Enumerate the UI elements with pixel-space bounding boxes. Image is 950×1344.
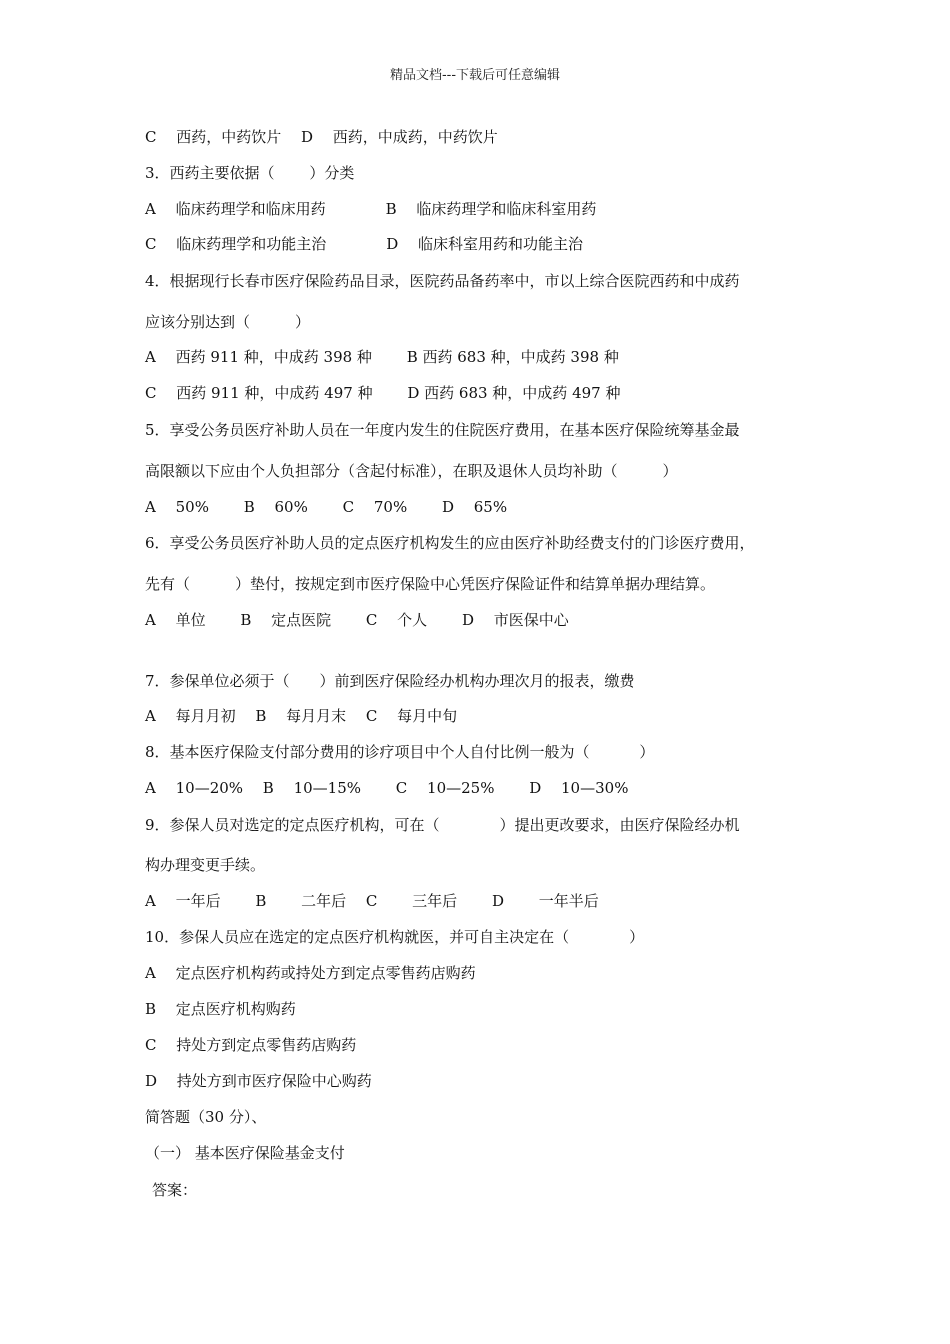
answer-label: 答案：: [152, 1181, 198, 1199]
option-line: C 西药 911 种，中成药 497 种 D 西药 683 种，中成药 497 种: [145, 384, 621, 402]
subsection-heading: （一） 基本医疗保险基金支付: [145, 1144, 345, 1162]
option-line: A 定点医疗机构药或持处方到定点零售药店购药: [145, 964, 476, 982]
option-line: A 单位 B 定点医院 C 个人 D 市医保中心: [145, 611, 569, 629]
option-line: D 持处方到市医疗保险中心购药: [145, 1072, 372, 1090]
option-line: C 持处方到定点零售药店购药: [145, 1036, 357, 1054]
question-9-cont: 构办理变更手续。: [145, 856, 266, 874]
question-9: 9．参保人员对选定的定点医疗机构，可在（ ）提出更改要求，由医疗保险经办机: [145, 816, 740, 834]
option-line: C 临床药理学和功能主治 D 临床科室用药和功能主治: [145, 235, 584, 253]
question-10: 10．参保人员应在选定的定点医疗机构就医，并可自主决定在（ ）: [145, 928, 645, 946]
question-5: 5．享受公务员医疗补助人员在一年度内发生的住院医疗费用，在基本医疗保险统筹基金最: [145, 421, 740, 439]
option-line: A 西药 911 种，中成药 398 种 B 西药 683 种，中成药 398 种: [145, 348, 619, 366]
question-4-cont: 应该分别达到（ ）: [145, 313, 311, 331]
option-line: A 10—20% B 10—15% C 10—25% D 10—30%: [145, 779, 629, 797]
question-5-cont: 高限额以下应由个人负担部分（含起付标准），在职及退休人员均补助（ ）: [145, 462, 678, 480]
question-3: 3．西药主要依据（ ）分类: [145, 164, 355, 182]
question-8: 8．基本医疗保险支付部分费用的诊疗项目中个人自付比例一般为（ ）: [145, 743, 655, 761]
question-4: 4．根据现行长春市医疗保险药品目录，医院药品备药率中，市以上综合医院西药和中成药: [145, 272, 740, 290]
option-line: A 临床药理学和临床用药 B 临床药理学和临床科室用药: [145, 200, 597, 218]
question-6: 6．享受公务员医疗补助人员的定点医疗机构发生的应由医疗补助经费支付的门诊医疗费用，: [145, 534, 755, 552]
option-line: A 一年后 B 二年后 C 三年后 D 一年半后: [145, 892, 599, 910]
option-line: A 每月月初 B 每月月末 C 每月中旬: [145, 707, 458, 725]
question-7: 7．参保单位必须于（ ）前到医疗保险经办机构办理次月的报表，缴费: [145, 672, 635, 690]
option-line: A 50% B 60% C 70% D 65%: [145, 498, 508, 516]
section-heading: 简答题（30 分）、: [145, 1108, 267, 1126]
text-line: C 西药，中药饮片 D 西药，中成药，中药饮片: [145, 128, 498, 146]
question-6-cont: 先有（ ）垫付，按规定到市医疗保险中心凭医疗保险证件和结算单据办理结算。: [145, 575, 716, 593]
page-header: 精品文档---下载后可任意编辑: [389, 68, 561, 83]
option-line: B 定点医疗机构购药: [145, 1000, 296, 1018]
